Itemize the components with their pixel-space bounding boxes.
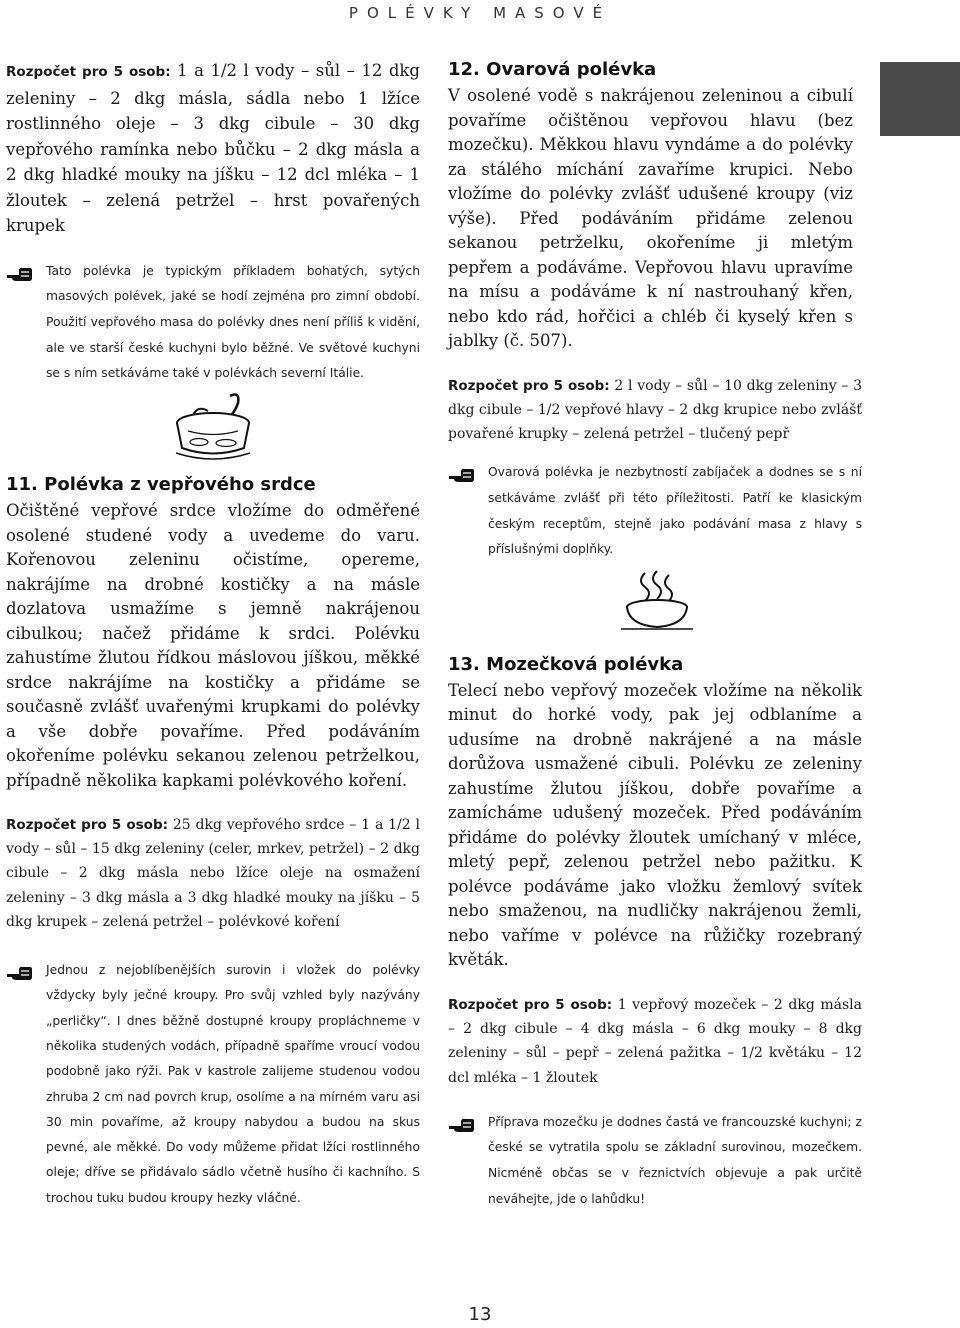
- soup-pot-ladle-illustration: [168, 393, 258, 463]
- note-tip: [6, 259, 420, 388]
- pointing-hand-icon: [6, 964, 36, 982]
- recipe-11-title: 11. Polévka z vepřového srdce: [6, 474, 316, 496]
- recipe-11-budget: [6, 813, 420, 934]
- note-tip: [6, 958, 420, 1211]
- pointing-hand-icon: [448, 466, 478, 484]
- page-number: 13: [468, 1304, 492, 1325]
- steaming-bowl-illustration: [615, 569, 695, 633]
- budget-text: 2 l vody – sůl – 10 dkg zeleniny – 3 dkg cibule – 1/2 vepřové hlavy – 2 dkg krupice nebo zvlášť povařené krupky – zelená petržel – tlučený pepř: [448, 377, 862, 442]
- budget-label: Rozpočet pro 5 osob:: [6, 64, 171, 80]
- recipe-12-body: V osolené vodě s nakrájenou zeleninou a cibulí povaříme očištěnou vepřovou hlavu (bez mozečku). Měkkou hlavu vyndáme a do polévky za stálého míchání zavaříme krupici. Nebo vložíme do polévky zvlášť udušené kroupy (viz výše). Před podáváním přidáme zelenou sekanou petrželku, okořeníme ji mletým pepřem a podáváme. Vepřovou hlavu upravíme na mísu a podáváme k ní nastrouhaný křen, nebo kdo rád, hořčici a chléb či kyselý křen s jablky (č. 507).: [448, 86, 853, 350]
- recipe-13-budget: [448, 993, 862, 1090]
- budget-label: Rozpočet pro 5 osob:: [448, 377, 610, 394]
- recipe-12-budget: [448, 374, 862, 447]
- intro-budget: [6, 58, 420, 239]
- note-text: Jednou z nejoblíbenějších surovin i vložek do polévky vždycky byly ječné kroupy. Pro svůj vzhled byly nazývány „perličky“. I dnes běžně dostupné kroupy propláchneme v několika studených vodách, případně spaříme vroucí vodou podobně jako rýži. Pak v kastrole zalijeme studenou vodou zhruba 2 cm nad povrch krup, osolíme a na mírném varu asi 30 min povaříme, až kroupy nabydou a budou na skus pevné, ale měkké. Do vody můžeme přidat lžíci rostlinného oleje; dříve se přidávalo sádlo včetně husího či kachního. S trochou tuku budou kroupy hezky vláčné.: [46, 963, 420, 1205]
- budget-label: Rozpočet pro 5 osob:: [448, 996, 613, 1013]
- recipe-13-body: Telecí nebo vepřový mozeček vložíme na několik minut do horké vody, pak jej odblaníme a udusíme na drobně nakrájené a na másle dorůžova usmažené cibuli. Polévku ze zeleniny zahustíme žlutou jíškou, dobře povaříme a zamícháme udušený mozeček. Před podáváním přidáme do polévky žloutek umíchaný v mléce, mletý pepř, zelenou petržel nebo pažitku. K polévce podáváme jako vložku žemlový svítek nebo smaženou, na nudličky nakrájenou žemli, nebo vaříme v polévce na růžičky rozebraný květák.: [448, 680, 862, 970]
- left-column: [6, 58, 420, 1211]
- note-text: Příprava mozečku je dodnes častá ve francouzské kuchyni; z české se vytratila spolu se základní surovinou, mozečkem. Nicméně občas se v řeznictvích objevuje a pak určitě neváhejte, jde o lahůdku!: [488, 1114, 862, 1206]
- budget-label: Rozpočet pro 5 osob:: [6, 817, 169, 834]
- budget-text: 1 vepřový mozeček – 2 dkg másla – 2 dkg cibule – 4 dkg másla – 6 dkg mouky – 8 dkg zeleniny – sůl – pepř – zelená pažitka – 1/2 květáku – 12 dcl mléka – 1 žloutek: [448, 996, 862, 1086]
- recipe-13-title: 13. Mozečková polévka: [448, 653, 684, 675]
- budget-text: 25 dkg vepřového srdce – 1 a 1/2 l vody – sůl – 15 dkg zeleniny (celer, mrkev, petržel) – 2 dkg cibule – 2 dkg másla nebo lžíce oleje na osmažení zeleniny – 3 dkg másla a 3 dkg hladké mouky na jíšku – 5 dkg krupek – zelená petržel – polévkové koření: [6, 817, 420, 930]
- recipe-11-body: Očištěné vepřové srdce vložíme do odměřené osolené studené vody a uvedeme do varu. Kořenovou zeleninu očistíme, opereme, nakrájíme na drobné kostičky a na másle dozlatova usmažíme s jemně nakrájenou cibulkou; načež přidáme k srdci. Polévku zahustíme žlutou řídkou máslovou jíškou, měkké srdce nakrájíme na kostičky a přidáme se současně zvlášť uvařenými krupkami do polévky a vše dobře povaříme. Před podáváním okořeníme polévku sekanou zelenou petrželkou, případně několika kapkami polévkového koření.: [6, 501, 420, 790]
- note-text: Ovarová polévka je nezbytností zabíjaček a dodnes se s ní setkáváme zvlášť při této příležitosti. Patří ke klasickým českým receptům, stejně jako podávání masa z hlavy s příslušnými doplňky.: [488, 465, 862, 557]
- pointing-hand-icon: [6, 265, 36, 283]
- running-header: POLÉVKY MASOVÉ: [348, 4, 612, 22]
- budget-text: 1 a 1/2 l vody – sůl – 12 dkg zeleniny – 2 dkg másla, sádla nebo 1 lžíce rostlinného oleje – 3 dkg cibule – 30 dkg vepřového ramínka nebo bůčku – 2 dkg másla a 2 dkg hladké mouky na jíšku – 12 dcl mléka – 1 žloutek – zelená petržel – hrst povařených krupek: [6, 61, 420, 235]
- note-text: Tato polévka je typickým příkladem bohatých, sytých masových polévek, jaké se hodí zejména pro zimní období. Použití vepřového masa do polévky dnes není příliš k vidění, ale ve starší české kuchyni bylo běžné. Ve světové kuchyni se s ním setkáváme také v polévkách severní Itálie.: [46, 263, 420, 381]
- note-tip: [448, 460, 862, 563]
- right-column: [448, 58, 862, 1213]
- section-tab-marker: [880, 62, 960, 136]
- recipe-12-title: 12. Ovarová polévka: [448, 59, 657, 80]
- pointing-hand-icon: [448, 1116, 478, 1134]
- note-tip: [448, 1110, 862, 1213]
